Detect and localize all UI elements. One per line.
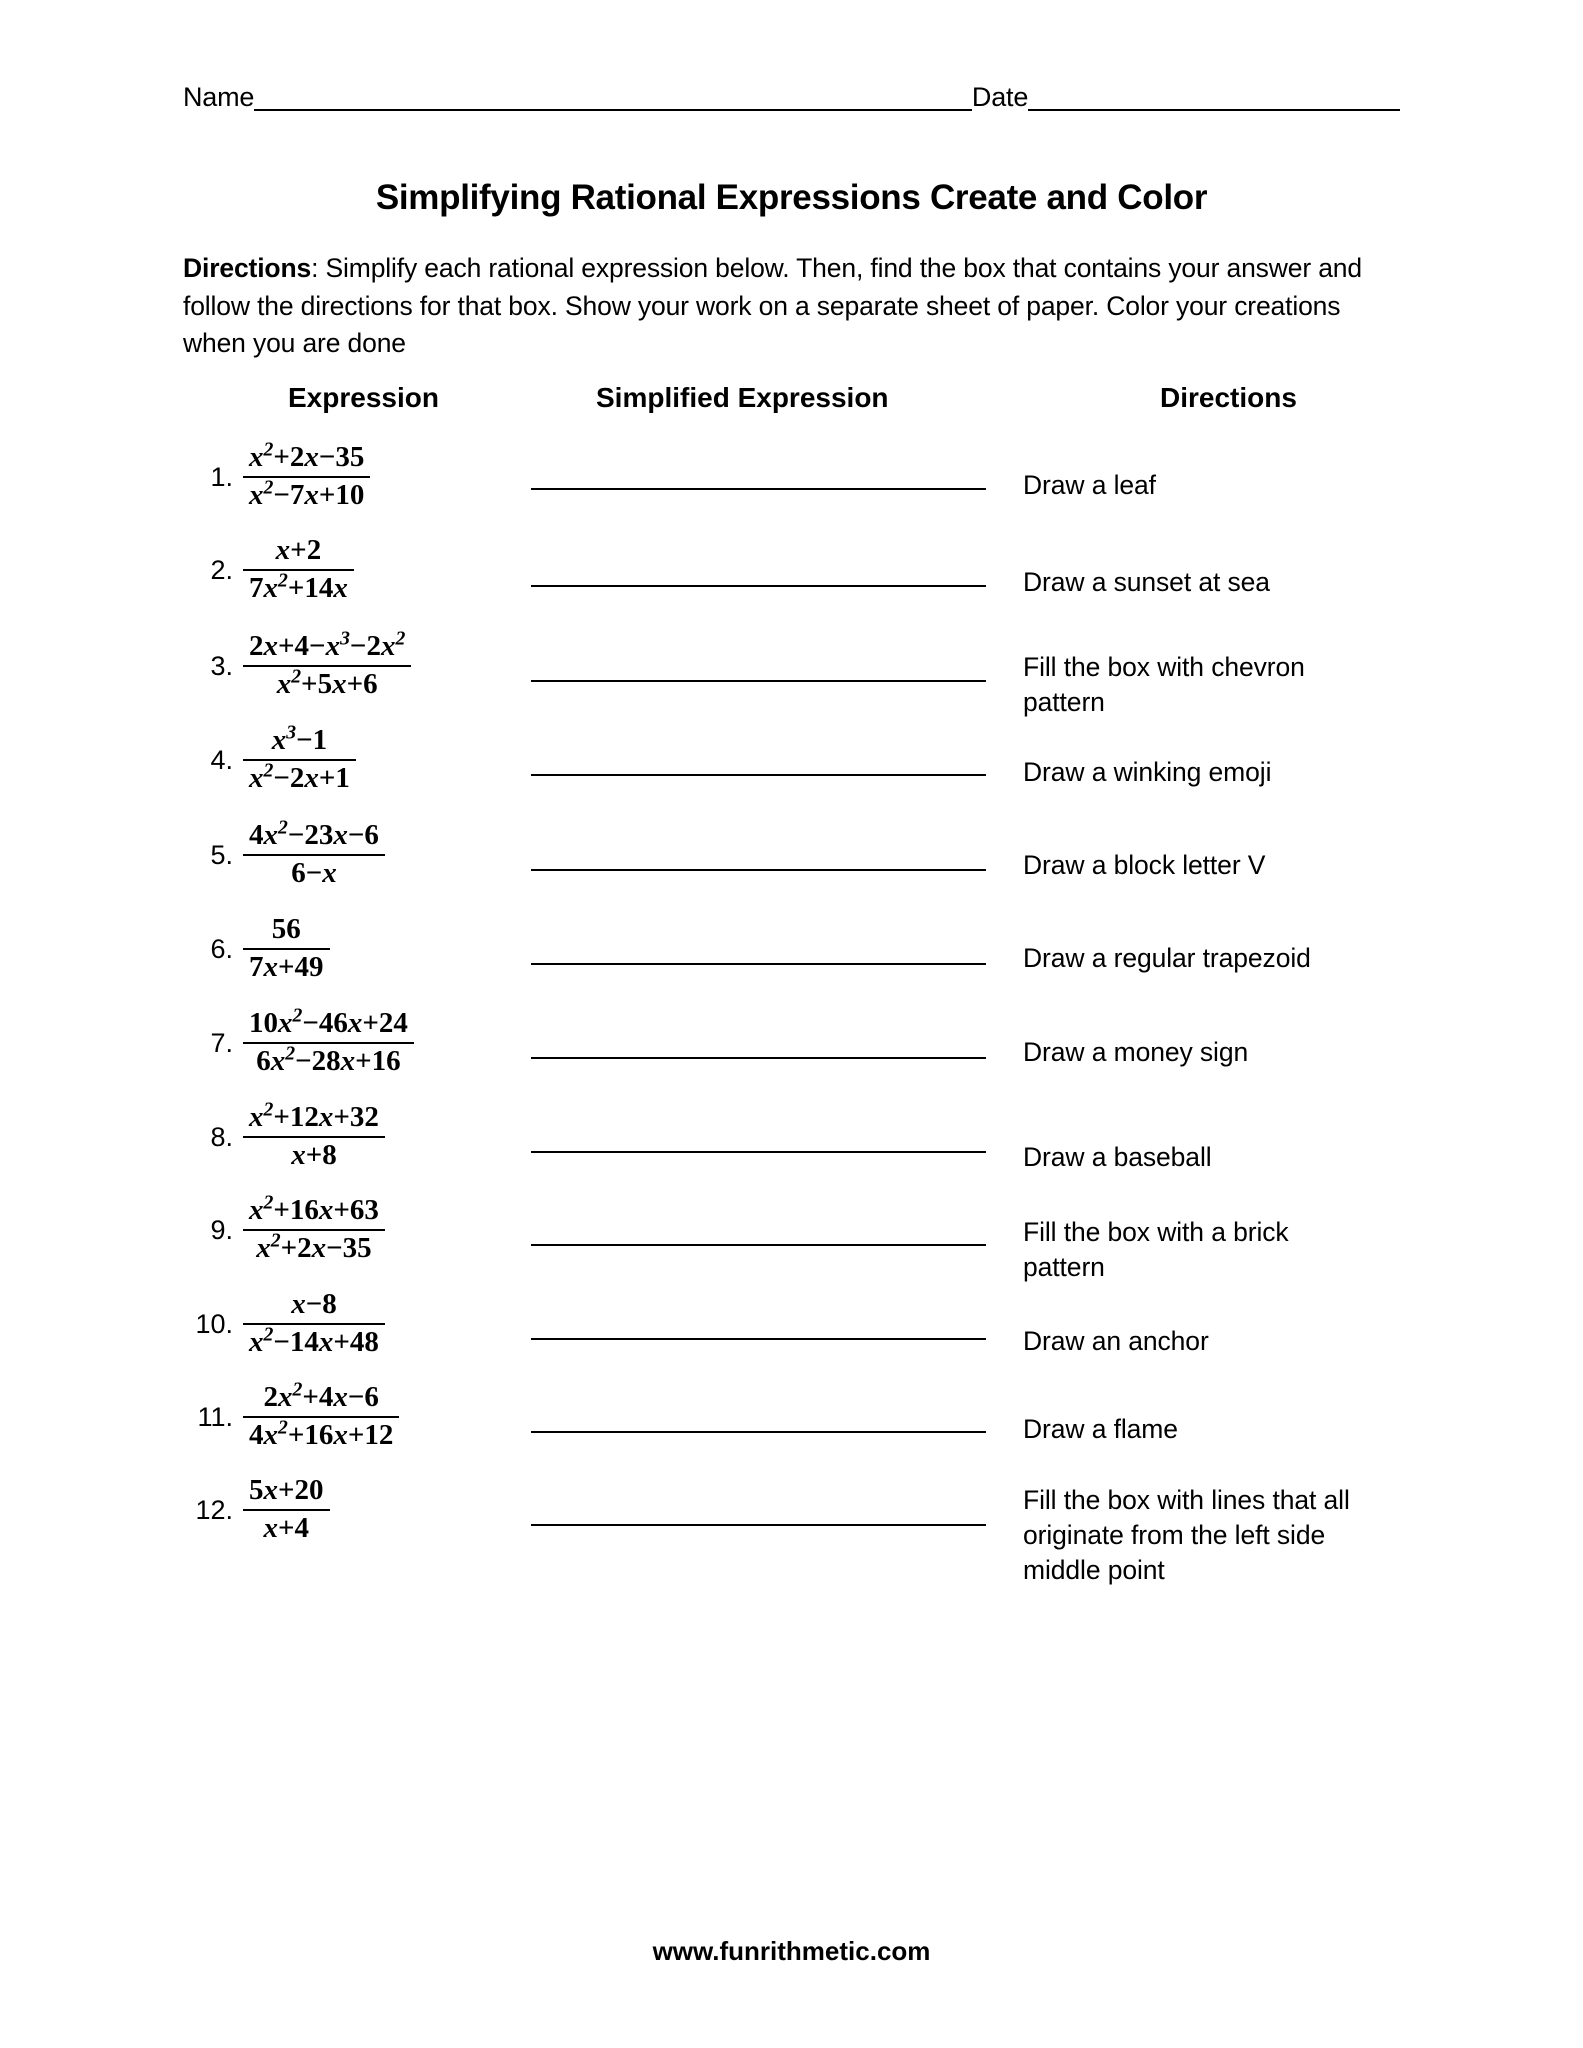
directions-lead-label: Directions (183, 253, 312, 283)
column-headers (183, 382, 1403, 422)
direction-text: Draw a money sign (1023, 1037, 1249, 1067)
rational-expression-fraction (243, 533, 354, 606)
fraction-denominator: $7x^2+14x$ (249, 569, 348, 604)
fraction-numerator: x−8 (291, 1288, 337, 1321)
date-label: Date (971, 82, 1029, 112)
rational-expression-fraction (243, 1193, 385, 1266)
expression-cell (183, 1186, 513, 1274)
expression-cell (183, 433, 513, 521)
directions-body-text: : Simplify each rational expression below. Then, find the box that contains your answer and follow the directions for that box. Show your work on a separate sheet of paper. Color your creations when you are done (183, 253, 1362, 359)
problem-number: 6. (210, 933, 233, 964)
expression-cell (183, 526, 513, 614)
expression-cell (183, 999, 513, 1087)
simplified-expression-answer-line[interactable] (531, 1431, 986, 1433)
fraction-denominator: $x^2+5x+6$ (276, 665, 378, 700)
expression-cell (183, 622, 513, 710)
direction-text: Draw a regular trapezoid (1023, 943, 1311, 973)
simplified-expression-answer-line[interactable] (531, 1151, 986, 1153)
simplified-expression-answer-line[interactable] (531, 869, 986, 871)
fraction-denominator: 6−x (291, 857, 337, 889)
expression-cell (183, 1093, 513, 1181)
fraction-denominator: x+8 (291, 1139, 337, 1171)
fraction-denominator: $x^2+2x-35$ (256, 1229, 372, 1264)
problem-number: 4. (210, 744, 233, 775)
direction-text: Fill the box with lines that all originate from the left side middle point (1023, 1485, 1350, 1586)
rational-expression-fraction (243, 1006, 414, 1079)
simplified-expression-answer-line[interactable] (531, 488, 986, 490)
fraction-numerator: $10x^2-46x+24$ (249, 1004, 408, 1040)
problem-number: 8. (210, 1121, 233, 1152)
fraction-denominator: $x^2-14x+48$ (249, 1323, 379, 1358)
problem-number: 10. (195, 1308, 233, 1339)
simplified-expression-answer-line[interactable] (531, 1057, 986, 1059)
fraction-denominator: x+4 (263, 1512, 310, 1544)
name-date-header (183, 84, 1400, 113)
simplified-expression-answer-line[interactable] (531, 1244, 986, 1246)
fraction-numerator: $x^2+2x-35$ (249, 438, 365, 474)
direction-text: Fill the box with a brick pattern (1023, 1217, 1289, 1283)
fraction-denominator: $x^2-7x+10$ (249, 476, 365, 511)
problem-number: 11. (197, 1401, 233, 1432)
column-header-directions: Directions (1160, 382, 1297, 413)
simplified-expression-answer-line[interactable] (531, 1524, 986, 1526)
simplified-expression-answer-line[interactable] (531, 585, 986, 587)
name-label: Name (183, 82, 255, 112)
problem-number: 1. (210, 461, 233, 492)
fraction-denominator: $x^2-2x+1$ (249, 759, 350, 794)
footer-website: www.funrithmetic.com (652, 1936, 931, 1966)
expression-cell (183, 1373, 513, 1461)
rational-expression-fraction (243, 723, 356, 796)
expression-cell (183, 811, 513, 899)
problem-number: 5. (210, 839, 233, 870)
fraction-denominator: $6x^2-28x+16$ (256, 1042, 401, 1077)
expression-cell (183, 1280, 513, 1368)
fraction-numerator: 56 (271, 913, 301, 946)
column-header-simplified-expression: Simplified Expression (596, 382, 889, 413)
direction-text: Draw a sunset at sea (1023, 567, 1270, 597)
fraction-numerator: $x^2+16x+63$ (249, 1191, 379, 1227)
rational-expression-fraction (243, 629, 411, 702)
rational-expression-fraction (243, 1473, 330, 1546)
fraction-denominator: 7x+49 (249, 951, 324, 983)
fraction-numerator: $2x+4-x^3-2x^2$ (249, 627, 406, 663)
rational-expression-fraction (243, 1100, 385, 1173)
problem-number: 2. (210, 554, 233, 585)
simplified-expression-answer-line[interactable] (531, 1338, 986, 1340)
simplified-expression-answer-line[interactable] (531, 774, 986, 776)
direction-text: Draw a leaf (1023, 470, 1156, 500)
fraction-numerator: $2x^2+4x-6$ (263, 1378, 379, 1414)
fraction-numerator: $x^2+12x+32$ (249, 1098, 379, 1134)
rational-expression-fraction (243, 912, 330, 985)
expression-cell (183, 716, 513, 804)
page-title: Simplifying Rational Expressions Create and Color (375, 178, 1208, 217)
problem-number: 3. (210, 650, 233, 681)
direction-text: Draw a baseball (1023, 1142, 1212, 1172)
simplified-expression-answer-line[interactable] (531, 963, 986, 965)
direction-text: Draw a winking emoji (1023, 757, 1272, 787)
fraction-numerator: x+2 (275, 534, 322, 567)
direction-text: Fill the box with chevron pattern (1023, 652, 1305, 718)
rational-expression-fraction (243, 818, 385, 891)
problem-number: 7. (210, 1027, 233, 1058)
direction-text: Draw a block letter V (1023, 850, 1266, 880)
rational-expression-fraction (243, 1380, 399, 1453)
direction-text: Draw a flame (1023, 1414, 1178, 1444)
date-write-line[interactable] (1028, 109, 1400, 111)
rational-expression-fraction (243, 440, 370, 513)
fraction-denominator: $4x^2+16x+12$ (249, 1416, 394, 1451)
fraction-numerator: $4x^2-23x-6$ (249, 816, 379, 852)
rational-expression-fraction (243, 1287, 385, 1360)
simplified-expression-answer-line[interactable] (531, 680, 986, 682)
expression-cell (183, 1466, 513, 1554)
fraction-numerator: 5x+20 (249, 1474, 324, 1507)
name-write-line[interactable] (254, 109, 972, 111)
column-header-expression: Expression (288, 382, 439, 413)
problem-number: 9. (210, 1214, 233, 1245)
direction-text: Draw an anchor (1023, 1326, 1209, 1356)
problem-number: 12. (195, 1494, 233, 1525)
directions-paragraph (183, 250, 1373, 363)
expression-cell (183, 905, 513, 993)
fraction-numerator: $x^3-1$ (271, 721, 328, 757)
